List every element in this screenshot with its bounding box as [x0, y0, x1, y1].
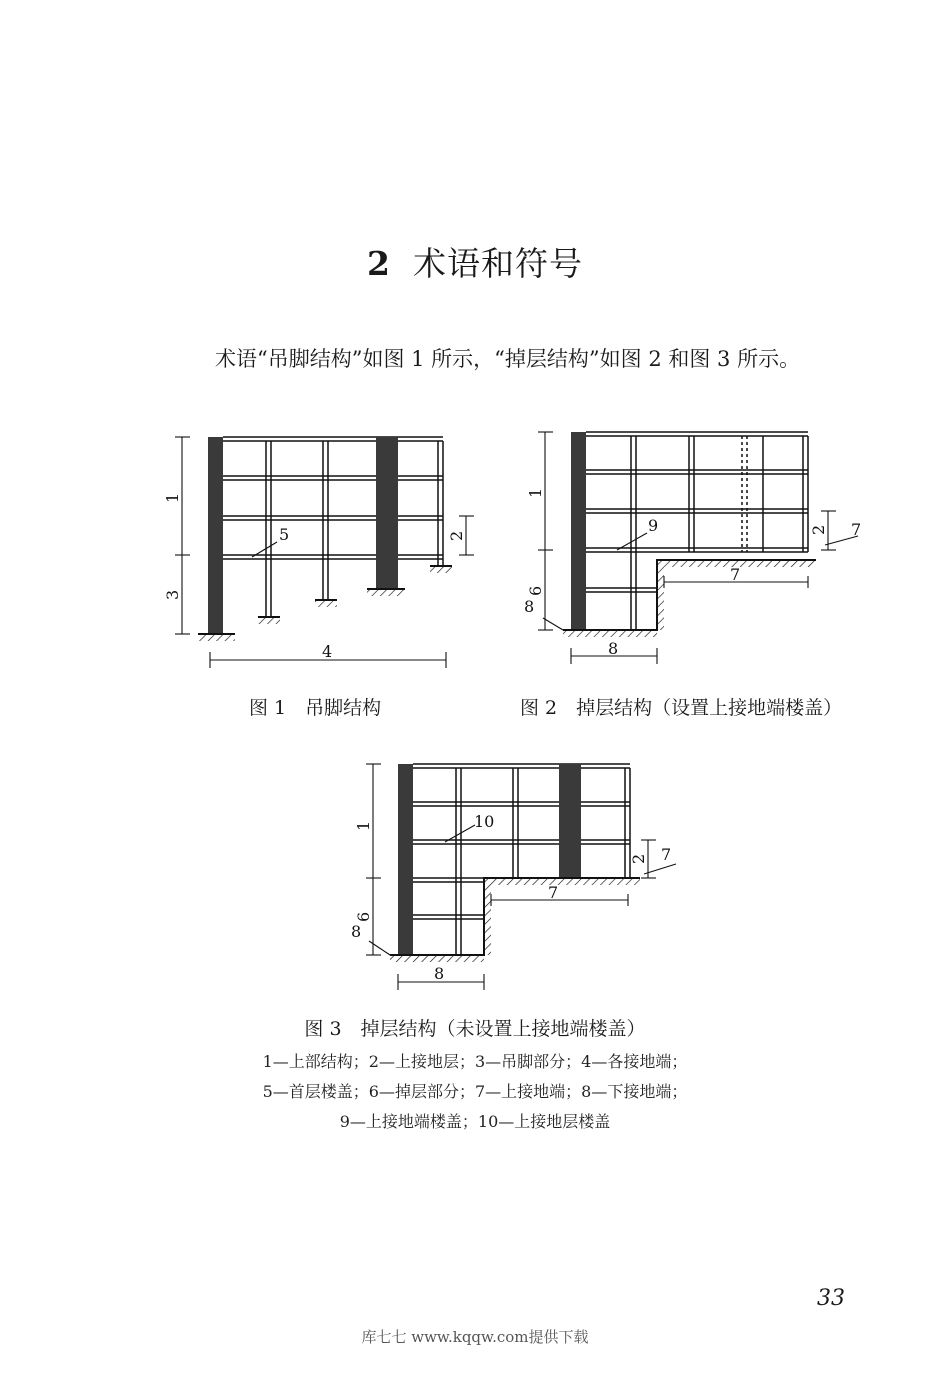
shear-wall-left: [208, 437, 223, 634]
fig3-label-1: 1: [354, 820, 373, 831]
figure-1-caption: 图 1 吊脚结构: [249, 697, 382, 719]
figure-2-diagram: [518, 420, 868, 670]
legend-line-1: 1—上部结构；2—上接地层；3—吊脚部分；4—各接地端；: [262, 1052, 688, 1071]
page-number: 33: [817, 1286, 845, 1311]
fig3-label-7a: 7: [661, 845, 672, 864]
shear-wall-left: [571, 432, 586, 630]
fig1-label-3: 3: [163, 589, 182, 600]
shear-wall-middle: [376, 437, 398, 589]
legend-line-2: 5—首层楼盖；6—掉层部分；7—上接地端；8—下接地端；: [262, 1082, 688, 1101]
fig1-label-1: 1: [163, 492, 182, 503]
fig3-label-7b: 7: [548, 883, 559, 902]
fig2-label-2: 2: [809, 524, 828, 535]
figure-3-diagram: [345, 752, 690, 992]
floor-beams: [223, 437, 443, 559]
figure-1-diagram: [150, 425, 466, 670]
fig2-label-7a: 7: [851, 520, 862, 539]
ground-supports: [198, 566, 452, 641]
intro-paragraph: 术语“吊脚结构”如图 1 所示，“掉层结构”如图 2 和图 3 所示。: [215, 347, 801, 371]
fig1-label-2: 2: [447, 530, 466, 541]
fig3-label-10: 10: [474, 812, 495, 831]
stepped-ground: [390, 878, 640, 955]
legend-line-3: 9—上接地端楼盖；10—上接地层楼盖: [339, 1112, 611, 1131]
fig2-label-6: 6: [526, 585, 545, 596]
fig3-label-8b: 8: [434, 964, 445, 983]
fig2-label-9: 9: [648, 516, 659, 535]
fig1-label-4: 4: [322, 642, 333, 661]
fig2-label-8b: 8: [608, 639, 619, 658]
chapter-number: 2: [367, 244, 391, 283]
shear-wall-middle: [559, 764, 581, 878]
fig3-label-6: 6: [354, 911, 373, 922]
fig2-label-1: 1: [526, 487, 545, 498]
fig1-label-5: 5: [279, 525, 290, 544]
shear-wall-left: [398, 764, 413, 955]
stepped-ground: [563, 560, 816, 630]
fig2-label-7b: 7: [730, 565, 741, 584]
figure-3-caption: 图 3 掉层结构（未设置上接地端楼盖）: [304, 1018, 646, 1040]
download-credit: 库七七 www.kqqw.com提供下载: [361, 1328, 589, 1346]
figure-2-caption: 图 2 掉层结构（设置上接地端楼盖）: [520, 697, 843, 719]
chapter-title: [0, 238, 950, 285]
fig2-label-8a: 8: [524, 597, 535, 616]
fig3-label-2: 2: [629, 853, 648, 864]
fig3-label-8a: 8: [351, 922, 362, 941]
chapter-title-text: 术语和符号: [412, 244, 583, 283]
